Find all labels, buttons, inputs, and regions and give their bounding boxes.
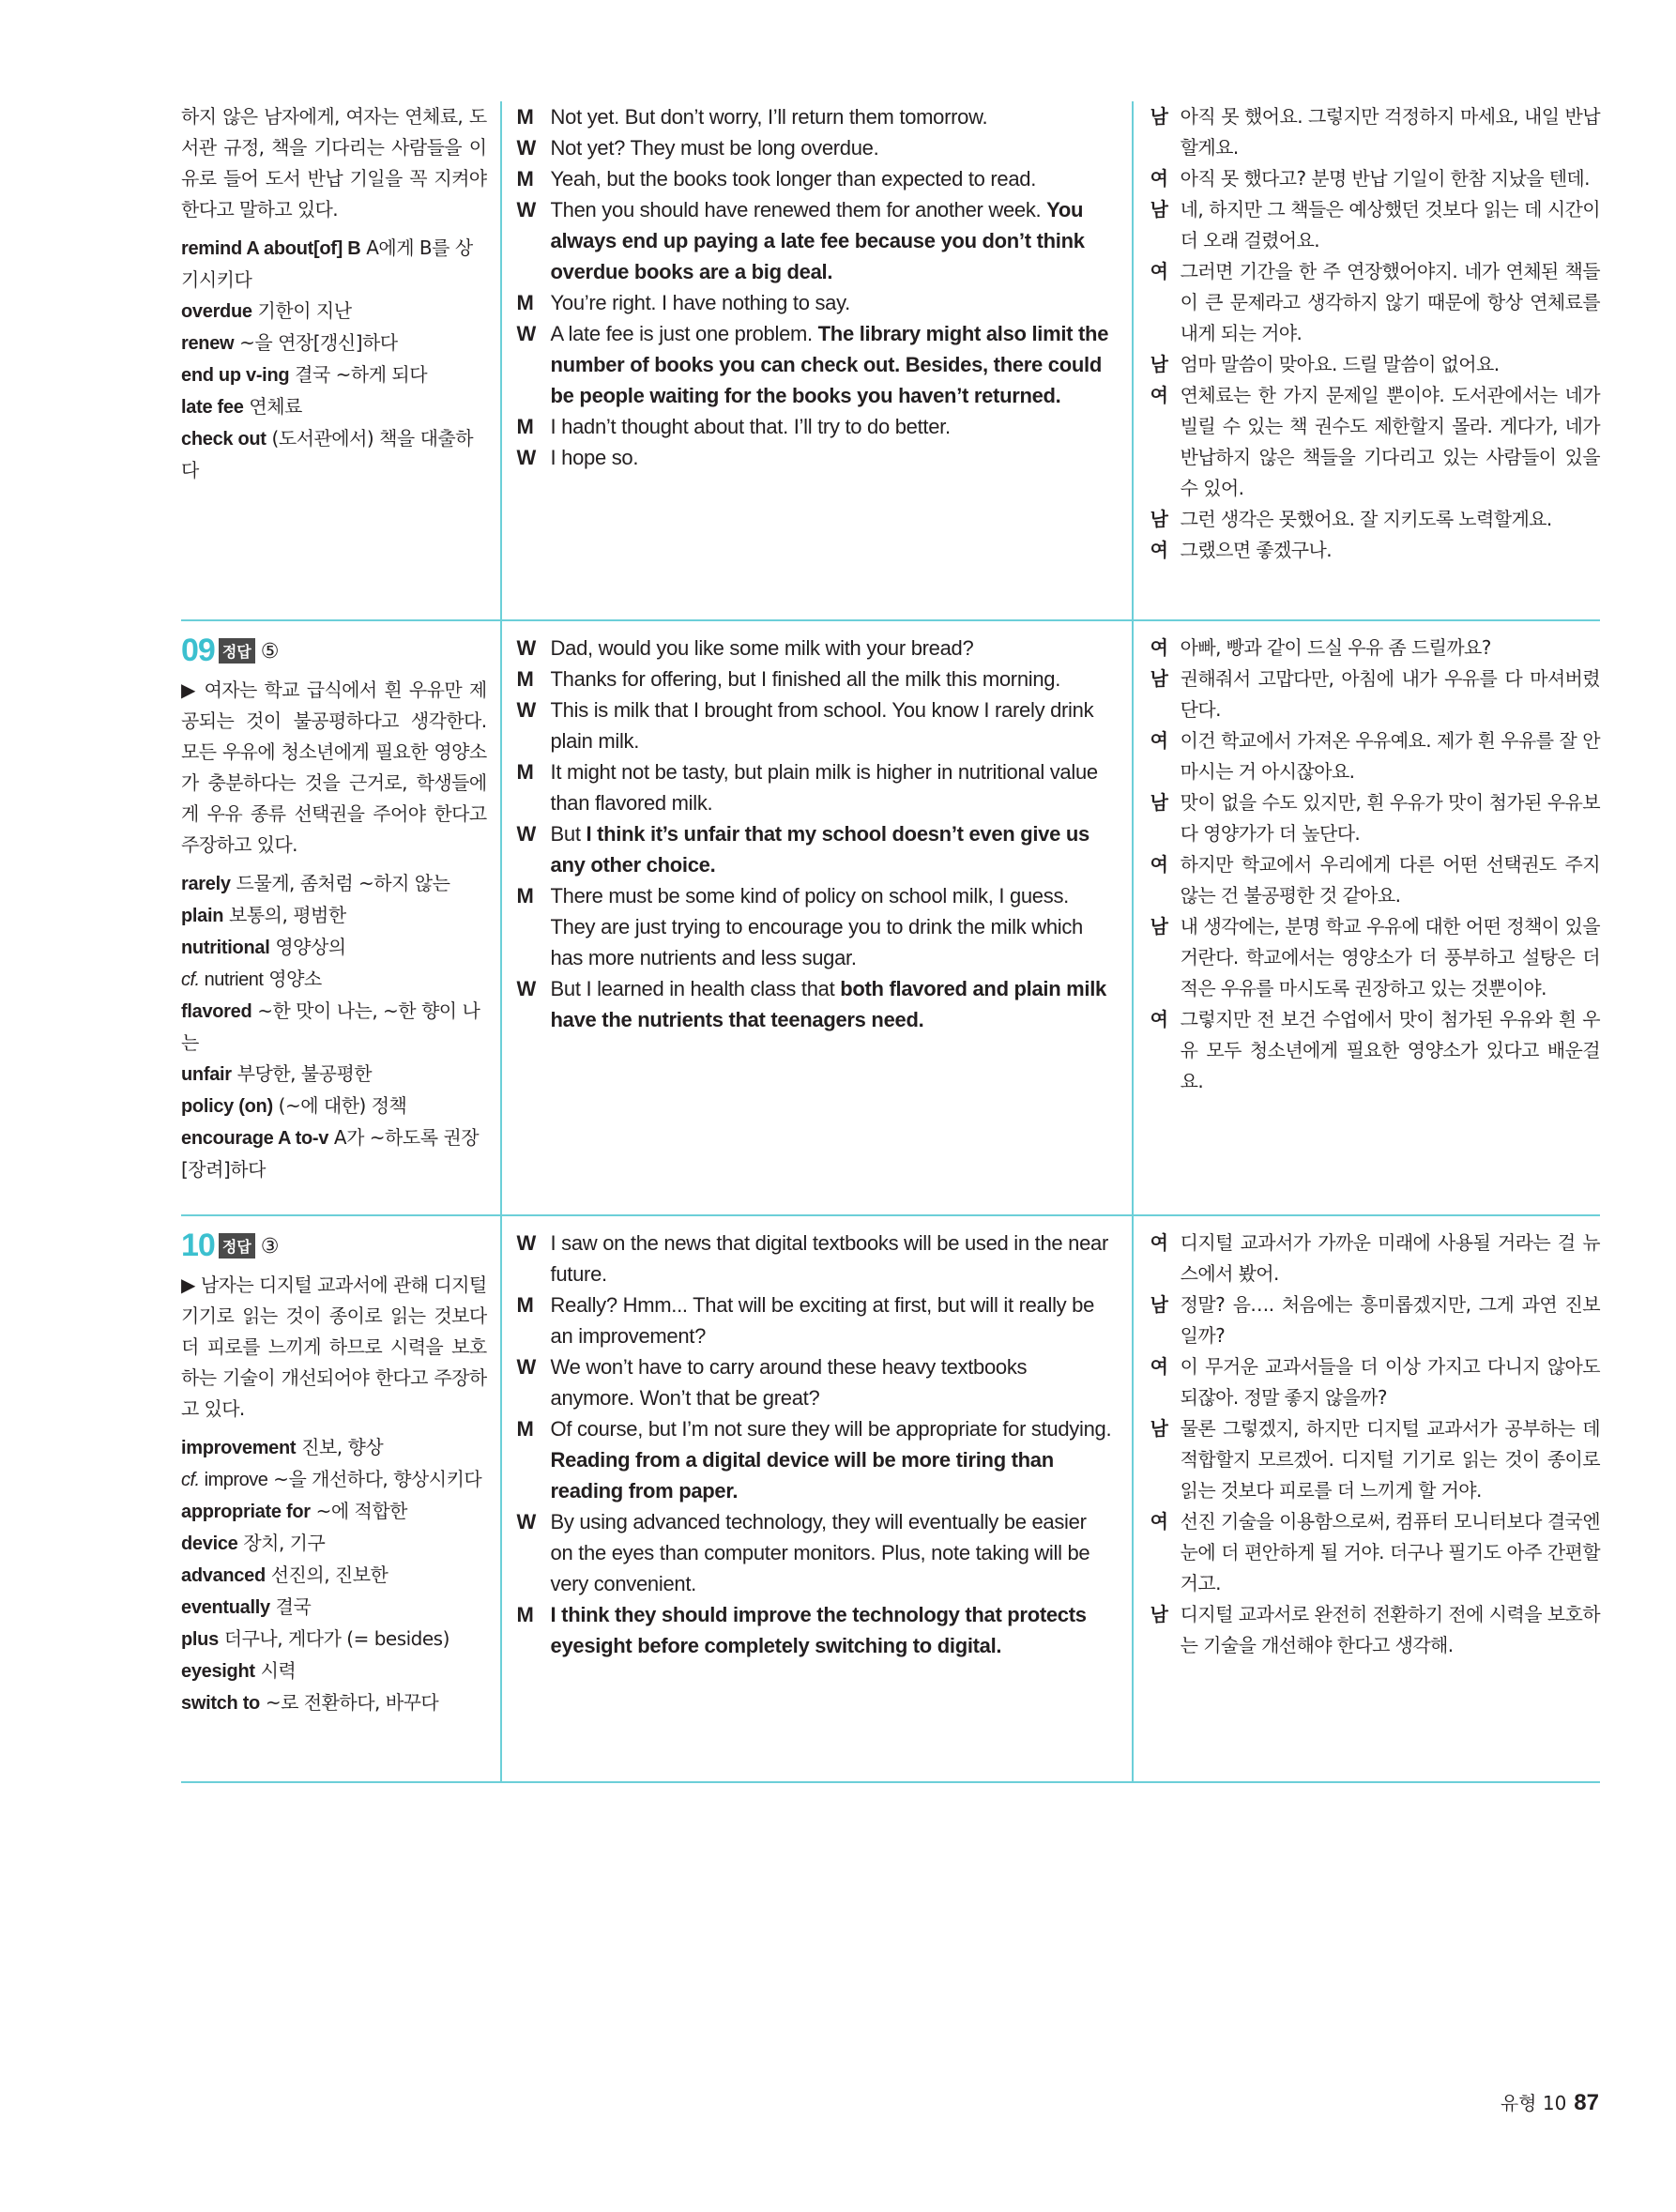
- speaker-label: 남: [1150, 791, 1168, 814]
- vocab-item: [181, 1687, 487, 1719]
- section-10: [181, 1216, 1600, 1781]
- dialogue-line: [517, 664, 1113, 694]
- vocab-item: [181, 391, 487, 423]
- dialogue-line: [517, 880, 1113, 973]
- dialogue-text: [551, 633, 974, 664]
- answer-highlight: I think it’s unfair that my school doesn’t even give us any other choice.: [550, 822, 1089, 877]
- summary-text: ▶ 남자는 디지털 교과서에 관해 디지털 기기로 읽는 것이 종이로 읽는 것보다 더 피로를 느끼게 하므로 시력을 보호하는 기술이 개선되어야 한다고 주장하고 있다.: [181, 1274, 487, 1420]
- speaker-label: 남: [1150, 1293, 1168, 1316]
- dialogue-line: [517, 194, 1113, 287]
- speaker-label: 여: [1150, 1510, 1168, 1533]
- translation-line: [1150, 535, 1600, 566]
- translation-text: 그렇지만 전 보건 수업에서 맛이 첨가된 우유와 흰 우유 모두 청소년에게 필요한 영양소가 있다고 배운걸요.: [1180, 1008, 1600, 1092]
- dialogue-segment: A late fee is just one problem.: [550, 322, 818, 345]
- translation-text: 그런 생각은 못했어요. 잘 지키도록 노력할게요.: [1180, 508, 1552, 530]
- vocab-meaning: A에게 B를 상기시키다: [181, 236, 473, 291]
- question-number: 09: [181, 633, 215, 668]
- vocab-meaning: ~로 전환하다, 바꾸다: [259, 1691, 439, 1714]
- speaker-label: 여: [1150, 1355, 1168, 1378]
- notes-column: [181, 1216, 500, 1781]
- translation-text: 물론 그렇겠지, 하지만 디지털 교과서가 공부하는 데 적합할지 모르겠어. 디지털 기기로 읽는 것이 종이로 읽는 것보다 피로를 더 느끼게 할 거야.: [1180, 1417, 1600, 1502]
- summary-text: 하지 않은 남자에게, 여자는 연체료, 도서관 규정, 책을 기다리는 사람들을 이유로 들어 도서 반납 기일을 꼭 지켜야 한다고 말하고 있다.: [181, 105, 487, 221]
- vocab-meaning: 시력: [254, 1659, 297, 1682]
- dialogue-line: [517, 101, 1113, 132]
- dialogue-line: [517, 1228, 1113, 1289]
- vocab-term: flavored: [181, 1001, 252, 1022]
- dialogue-segment: Yeah, but the books took longer than expected to read.: [550, 167, 1037, 191]
- dialogue-text: [551, 880, 1113, 973]
- translation-text: 아빠, 빵과 같이 드실 우유 좀 드릴까요?: [1180, 636, 1491, 659]
- answer-badge: 정답: [219, 638, 255, 664]
- translation-line: [1150, 194, 1600, 256]
- footer-label: 유형 10: [1500, 2092, 1567, 2114]
- dialogue-column: [502, 621, 1132, 1214]
- dialogue-segment: I hadn’t thought about that. I’ll try to do better.: [550, 415, 951, 438]
- answer-highlight: both flavored and plain milk have the nutrients that teenagers need.: [550, 977, 1106, 1031]
- dialogue-segment: I saw on the news that digital textbooks will be used in the near future.: [550, 1231, 1108, 1286]
- dialogue-text: [551, 101, 988, 132]
- dialogue-line: [517, 973, 1113, 1035]
- dialogue-line: [517, 1289, 1113, 1351]
- speaker-label: 여: [1150, 729, 1168, 752]
- answer-highlight: The library might also limit the number of books you can check out. Besides, there could be people waiting for the books you haven’t returned.: [550, 322, 1109, 407]
- translation-text: 디지털 교과서로 완전히 전환하기 전에 시력을 보호하는 기술을 개선해야 한다고 생각해.: [1180, 1603, 1600, 1656]
- dialogue-line: [517, 633, 1113, 664]
- vocab-meaning: 진보, 향상: [296, 1436, 384, 1458]
- translation-line: [1150, 787, 1600, 849]
- vocab-term: unfair: [181, 1064, 232, 1085]
- speaker-label: 여: [1150, 636, 1168, 659]
- dialogue-segment: But I learned in health class that: [550, 977, 841, 1000]
- dialogue-text: [551, 194, 1113, 287]
- vocab-item: [181, 1624, 487, 1655]
- dialogue-text: [551, 973, 1113, 1035]
- translation-line: [1150, 1228, 1600, 1289]
- dialogue-segment: By using advanced technology, they will eventually be easier on the eyes than computer monitors. Plus, note taking will be very convenient.: [550, 1510, 1090, 1595]
- translation-text: 내 생각에는, 분명 학교 우유에 대한 어떤 정책이 있을 거란다. 학교에서는 영양소가 더 풍부하고 설탕은 더 적은 우유를 마시도록 권장하고 있는 것뿐이야.: [1180, 915, 1600, 999]
- translation-text: 그랬으면 좋겠구나.: [1180, 539, 1332, 561]
- speaker-label: 여: [1150, 539, 1168, 561]
- translation-text: 아직 못 했다고? 분명 반납 기일이 한참 지났을 텐데.: [1180, 167, 1590, 190]
- translation-line: [1150, 633, 1600, 664]
- vocab-item: [181, 1655, 487, 1687]
- translation-text: 이건 학교에서 가져온 우유예요. 제가 흰 우유를 잘 안 마시는 거 아시잖아요.: [1180, 729, 1600, 783]
- vocab-item: [181, 1496, 487, 1528]
- speaker-label: 남: [1150, 915, 1168, 938]
- translation-line: [1150, 664, 1600, 725]
- vocab-item: [181, 1528, 487, 1560]
- vocab-term: encourage A to-v: [181, 1128, 329, 1149]
- vocab-meaning: ~에 적합한: [310, 1500, 408, 1522]
- speaker-label: W: [516, 636, 537, 660]
- vocab-term: renew: [181, 333, 235, 354]
- vocab-term: nutrient: [199, 969, 264, 990]
- translation-text: 하지만 학교에서 우리에게 다른 어떤 선택권도 주지 않는 건 불공평한 것 같아요.: [1180, 853, 1600, 907]
- dialogue-column: [502, 101, 1132, 619]
- translation-line: [1150, 1289, 1600, 1351]
- vocab-item: [181, 1432, 487, 1464]
- vocab-meaning: 보통의, 평범한: [223, 904, 346, 926]
- dialogue-column: [502, 1216, 1132, 1781]
- question-header: [181, 1228, 487, 1264]
- speaker-label: M: [516, 415, 534, 438]
- vocab-meaning: 더구나, 게다가 (= besides): [218, 1627, 449, 1650]
- dialogue-text: [551, 818, 1113, 880]
- dialogue-line: [517, 818, 1113, 880]
- speaker-label: M: [516, 105, 534, 129]
- vocab-item: [181, 932, 487, 964]
- vocab-term: check out: [181, 429, 267, 450]
- page-number: 87: [1574, 2090, 1599, 2115]
- dialogue-segment: This is milk that I brought from school. You know I rarely drink plain milk.: [550, 698, 1094, 753]
- vocab-meaning: A가 ~하도록 권장[장려]하다: [181, 1126, 480, 1181]
- vocab-meaning: 영양상의: [269, 936, 346, 958]
- notes-column: [181, 621, 500, 1214]
- vocab-term: eyesight: [181, 1661, 255, 1682]
- speaker-label: W: [516, 198, 537, 221]
- answer-highlight: I think they should improve the technology that protects eyesight before completely switching to digital.: [550, 1603, 1087, 1657]
- vocab-term: plus: [181, 1629, 219, 1650]
- vocab-meaning: 부당한, 불공평한: [231, 1062, 373, 1085]
- translation-text: 정말? 음…. 처음에는 흥미롭겠지만, 그게 과연 진보일까?: [1180, 1293, 1600, 1347]
- speaker-label: M: [516, 760, 534, 784]
- vocab-term: late fee: [181, 397, 244, 418]
- dialogue-segment: But: [550, 822, 587, 846]
- vocab-term: remind A about[of] B: [181, 238, 361, 259]
- speaker-label: 여: [1150, 1231, 1168, 1254]
- vocab-meaning: 드물게, 좀처럼 ~하지 않는: [230, 872, 450, 894]
- translation-line: [1150, 1506, 1600, 1599]
- speaker-label: 남: [1150, 667, 1168, 690]
- dialogue-segment: Dad, would you like some milk with your bread?: [550, 636, 974, 660]
- translation-line: [1150, 163, 1600, 194]
- translation-line: [1150, 101, 1600, 163]
- vocab-term: switch to: [181, 1693, 260, 1714]
- vocab-item: [181, 296, 487, 328]
- speaker-label: W: [516, 1355, 537, 1379]
- vocab-meaning: 기한이 지난: [251, 299, 352, 322]
- page-footer: [1501, 2088, 1599, 2116]
- vocab-item: [181, 964, 487, 996]
- vocab-term: rarely: [181, 874, 231, 894]
- dialogue-line: [517, 1351, 1113, 1413]
- speaker-label: W: [516, 977, 537, 1000]
- translation-line: [1150, 380, 1600, 504]
- dialogue-line: [517, 756, 1113, 818]
- vocab-item: [181, 1464, 487, 1496]
- speaker-label: M: [516, 1417, 534, 1441]
- vocab-item: [181, 1122, 487, 1185]
- dialogue-line: [517, 694, 1113, 756]
- dialogue-segment: You’re right. I have nothing to say.: [550, 291, 850, 314]
- vocab-term: improve: [199, 1470, 268, 1490]
- answer-badge: 정답: [219, 1233, 255, 1259]
- translation-text: 그러면 기간을 한 주 연장했어야지. 네가 연체된 책들이 큰 문제라고 생각하지 않기 때문에 항상 연체료를 내게 되는 거야.: [1180, 260, 1600, 344]
- vocab-item: [181, 423, 487, 486]
- translation-text: 연체료는 한 가지 문제일 뿐이야. 도서관에서는 네가 빌릴 수 있는 책 권수도 제한할지 몰라. 게다가, 네가 반납하지 않은 책들을 기다리고 있는 사람들이 있을 수 있어.: [1180, 384, 1600, 499]
- vocab-term: eventually: [181, 1597, 270, 1618]
- speaker-label: W: [516, 136, 537, 160]
- vocab-meaning: 결국: [269, 1595, 312, 1618]
- dialogue-line: [517, 1599, 1113, 1661]
- dialogue-segment: Of course, but I’m not sure they will be appropriate for studying.: [550, 1417, 1112, 1441]
- speaker-label: M: [516, 291, 534, 314]
- dialogue-line: [517, 1413, 1113, 1506]
- dialogue-line: [517, 132, 1113, 163]
- vocab-list: [181, 233, 487, 486]
- question-header: [181, 633, 487, 669]
- dialogue-text: [551, 1228, 1113, 1289]
- vocab-term: appropriate for: [181, 1502, 311, 1522]
- notes-column: [181, 101, 500, 619]
- vocab-term: end up v-ing: [181, 365, 290, 386]
- vocab-item: [181, 868, 487, 900]
- dialogue-line: [517, 411, 1113, 442]
- speaker-label: 남: [1150, 1603, 1168, 1625]
- vocab-meaning: ~한 맛이 나는, ~한 향이 나는: [181, 999, 480, 1054]
- vocab-list: [181, 868, 487, 1185]
- dialogue-segment: It might not be tasty, but plain milk is higher in nutritional value than flavored milk.: [550, 760, 1098, 815]
- translation-line: [1150, 1599, 1600, 1661]
- translation-text: 선진 기술을 이용함으로써, 컴퓨터 모니터보다 결국엔 눈에 더 편안하게 될 거야. 더구나 필기도 아주 간편할 거고.: [1180, 1510, 1600, 1594]
- translation-text: 권해줘서 고맙다만, 아침에 내가 우유를 다 마셔버렸단다.: [1180, 667, 1600, 721]
- cf-marker: cf.: [181, 969, 200, 990]
- speaker-label: W: [516, 822, 537, 846]
- question-number: 10: [181, 1228, 215, 1263]
- summary-text: ▶ 여자는 학교 급식에서 흰 우유만 제공되는 것이 불공평하다고 생각한다. 모든 우유에 청소년에게 필요한 영양소가 충분하다는 것을 근거로, 학생들에게 우유 종류 선택권을 주어야 한다고 주장하고 있다.: [181, 679, 487, 856]
- translation-text: 맛이 없을 수도 있지만, 흰 우유가 맛이 첨가된 우유보다 영양가가 더 높단다.: [1180, 791, 1600, 845]
- vocab-meaning: 연체료: [243, 395, 302, 418]
- dialogue-segment: I hope so.: [550, 446, 639, 469]
- translation-line: [1150, 911, 1600, 1004]
- vocab-term: plain: [181, 906, 224, 926]
- vocab-meaning: ~을 연장[갱신]하다: [234, 331, 398, 354]
- speaker-label: W: [516, 1510, 537, 1533]
- vocab-term: nutritional: [181, 938, 270, 958]
- dialogue-segment: Really? Hmm... That will be exciting at first, but will it really be an improvement?: [550, 1293, 1095, 1348]
- dialogue-text: [551, 132, 879, 163]
- speaker-label: W: [516, 1231, 537, 1255]
- dialogue-text: [551, 1351, 1113, 1413]
- speaker-label: 여: [1150, 167, 1168, 190]
- translation-line: [1150, 256, 1600, 349]
- vocab-item: [181, 328, 487, 359]
- dialogue-segment: Not yet? They must be long overdue.: [550, 136, 879, 160]
- dialogue-text: [551, 1413, 1113, 1506]
- dialogue-line: [517, 1506, 1113, 1599]
- vocab-item: [181, 1592, 487, 1624]
- translation-column: [1134, 101, 1600, 619]
- translation-text: 디지털 교과서가 가까운 미래에 사용될 거라는 걸 뉴스에서 봤어.: [1180, 1231, 1600, 1285]
- speaker-label: W: [516, 698, 537, 722]
- translation-line: [1150, 1004, 1600, 1097]
- dialogue-text: [551, 318, 1113, 411]
- speaker-label: 여: [1150, 1008, 1168, 1030]
- vocab-meaning: 결국 ~하게 되다: [289, 363, 428, 386]
- dialogue-line: [517, 442, 1113, 473]
- dialogue-text: [551, 287, 850, 318]
- dialogue-text: [551, 1599, 1113, 1661]
- vocab-item: [181, 996, 487, 1059]
- translation-text: 엄마 말씀이 맞아요. 드릴 말씀이 없어요.: [1180, 353, 1500, 375]
- vocab-term: overdue: [181, 301, 252, 322]
- cf-marker: cf.: [181, 1470, 200, 1490]
- dialogue-text: [551, 756, 1113, 818]
- translation-line: [1150, 725, 1600, 787]
- dialogue-line: [517, 163, 1113, 194]
- dialogue-text: [551, 1506, 1113, 1599]
- vocab-meaning: 장치, 기구: [237, 1532, 326, 1554]
- vocab-item: [181, 233, 487, 296]
- dialogue-segment: Not yet. But don’t worry, I’ll return them tomorrow.: [550, 105, 988, 129]
- speaker-label: 남: [1150, 353, 1168, 375]
- dialogue-text: [551, 1289, 1113, 1351]
- vocab-meaning: 선진의, 진보한: [265, 1564, 389, 1586]
- translation-text: 아직 못 했어요. 그렇지만 걱정하지 마세요, 내일 반납할게요.: [1180, 105, 1600, 159]
- speaker-label: M: [516, 667, 534, 691]
- vocab-term: advanced: [181, 1565, 266, 1586]
- translation-line: [1150, 1413, 1600, 1506]
- translation-line: [1150, 1351, 1600, 1413]
- speaker-label: W: [516, 446, 537, 469]
- answer-highlight: You always end up paying a late fee because you don’t think overdue books are a big deal.: [550, 198, 1085, 283]
- translation-line: [1150, 849, 1600, 911]
- translation-column: [1134, 1216, 1600, 1781]
- translation-text: 네, 하지만 그 책들은 예상했던 것보다 읽는 데 시간이 더 오래 걸렸어요.: [1180, 198, 1600, 252]
- answer-choice: ⑤: [260, 640, 280, 664]
- translation-line: [1150, 504, 1600, 535]
- speaker-label: 남: [1150, 105, 1168, 128]
- section-continued: [181, 101, 1600, 619]
- speaker-label: M: [516, 167, 534, 191]
- vocab-term: policy (on): [181, 1096, 273, 1117]
- dialogue-line: [517, 318, 1113, 411]
- vocab-list: [181, 1432, 487, 1719]
- section-divider: [181, 1781, 1600, 1783]
- vocab-item: [181, 900, 487, 932]
- dialogue-text: [551, 411, 951, 442]
- dialogue-text: [551, 442, 639, 473]
- dialogue-segment: Then you should have renewed them for another week.: [550, 198, 1047, 221]
- vocab-term: device: [181, 1533, 238, 1554]
- speaker-label: 남: [1150, 508, 1168, 530]
- speaker-label: M: [516, 1293, 534, 1317]
- dialogue-line: [517, 287, 1113, 318]
- vocab-item: [181, 1091, 487, 1122]
- vocab-item: [181, 359, 487, 391]
- vocab-item: [181, 1059, 487, 1091]
- translation-text: 이 무거운 교과서들을 더 이상 가지고 다니지 않아도 되잖아. 정말 좋지 않을까?: [1180, 1355, 1600, 1409]
- dialogue-segment: There must be some kind of policy on school milk, I guess. They are just trying to encourage you to drink the milk which has more nutrients and less sugar.: [550, 884, 1083, 969]
- translation-column: [1134, 621, 1600, 1214]
- speaker-label: W: [516, 322, 537, 345]
- dialogue-text: [551, 664, 1061, 694]
- dialogue-segment: We won’t have to carry around these heavy textbooks anymore. Won’t that be great?: [550, 1355, 1028, 1410]
- vocab-term: improvement: [181, 1438, 297, 1458]
- dialogue-segment: Thanks for offering, but I finished all the milk this morning.: [550, 667, 1061, 691]
- vocab-meaning: 영양소: [263, 968, 322, 990]
- speaker-label: 남: [1150, 198, 1168, 221]
- speaker-label: 여: [1150, 853, 1168, 876]
- speaker-label: 여: [1150, 384, 1168, 406]
- answer-choice: ③: [260, 1235, 280, 1259]
- speaker-label: M: [516, 884, 534, 908]
- dialogue-text: [551, 694, 1113, 756]
- vocab-meaning: ~을 개선하다, 향상시키다: [267, 1468, 482, 1490]
- speaker-label: M: [516, 1603, 534, 1626]
- speaker-label: 여: [1150, 260, 1168, 282]
- vocab-meaning: (~에 대한) 정책: [272, 1094, 407, 1117]
- speaker-label: 남: [1150, 1417, 1168, 1440]
- vocab-meaning: (도서관에서) 책을 대출하다: [181, 427, 474, 481]
- section-09: [181, 621, 1600, 1214]
- vocab-item: [181, 1560, 487, 1592]
- answer-highlight: Reading from a digital device will be more tiring than reading from paper.: [550, 1448, 1054, 1503]
- translation-line: [1150, 349, 1600, 380]
- dialogue-text: [551, 163, 1037, 194]
